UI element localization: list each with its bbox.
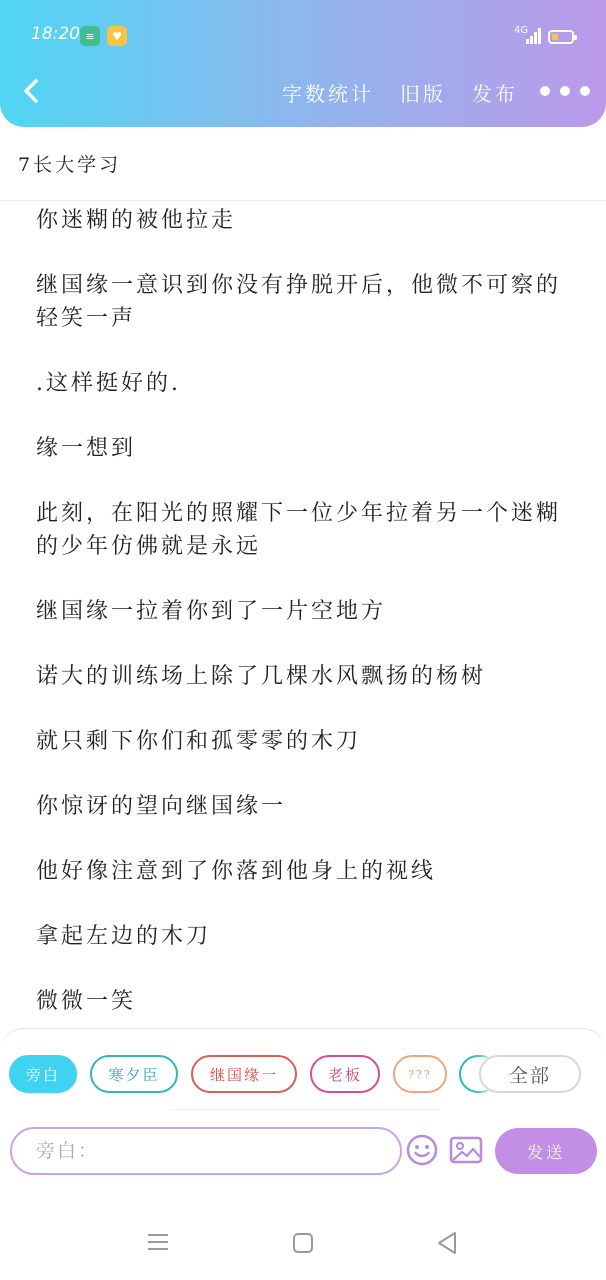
home-icon	[292, 1232, 314, 1254]
word-count-button[interactable]: 字数统计	[282, 82, 374, 106]
paragraph: 诺大的训练场上除了几棵水风飘扬的杨树	[36, 664, 487, 689]
editor-toolbar	[0, 1028, 606, 1178]
paragraph: 你迷糊的被他拉走	[36, 208, 237, 233]
story-content[interactable]	[36, 204, 576, 1050]
chevron-left-icon	[18, 76, 46, 106]
publish-button[interactable]: 发布	[472, 82, 518, 106]
battery-icon	[548, 30, 574, 44]
role-chip[interactable]: 继国缘一	[191, 1055, 297, 1093]
image-icon	[449, 1135, 483, 1165]
message-input[interactable]	[36, 1137, 386, 1165]
recent-apps-button[interactable]	[146, 1232, 170, 1252]
emoji-icon	[405, 1133, 439, 1167]
paragraph: 就只剩下你们和孤零零的木刀	[36, 729, 362, 754]
paragraph: 缘一想到	[36, 436, 137, 461]
back-button[interactable]	[18, 76, 46, 106]
status-bar	[0, 0, 606, 72]
chapter-title[interactable]: 7长大学习	[18, 154, 122, 176]
app-header	[0, 0, 606, 127]
role-chip-narrator[interactable]: 旁白	[9, 1055, 77, 1093]
paragraph: 此刻，在阳光的照耀下一位少年拉着另一个迷糊的少年仿佛就是永远	[36, 501, 562, 559]
emoji-button[interactable]	[405, 1133, 439, 1167]
all-roles-button[interactable]: 全部	[479, 1055, 581, 1093]
home-button[interactable]	[292, 1232, 314, 1254]
status-time: 18:20	[31, 24, 80, 44]
chip-divider	[170, 1109, 440, 1110]
menu-icon	[146, 1232, 170, 1252]
paragraph: .这样挺好的.	[36, 371, 181, 396]
app-notification-icon: ♥	[107, 26, 127, 46]
paragraph: 微微一笑	[36, 989, 137, 1014]
system-navigation-bar	[0, 1180, 606, 1280]
paragraph: 你惊讶的望向继国缘一	[36, 794, 287, 819]
more-options-button[interactable]	[540, 86, 590, 96]
role-chip[interactable]: 老板	[310, 1055, 380, 1093]
role-chip[interactable]: 寒夕臣	[90, 1055, 178, 1093]
insert-image-button[interactable]	[449, 1135, 483, 1165]
back-triangle-icon	[435, 1230, 459, 1256]
app-notification-icon: ≡	[80, 26, 100, 46]
role-chip[interactable]: ???	[393, 1055, 447, 1093]
message-composer[interactable]	[10, 1127, 402, 1175]
network-label: 4G	[514, 25, 529, 36]
paragraph: 继国缘一意识到你没有挣脱开后，他微不可察的轻笑一声	[36, 273, 562, 331]
paragraph: 继国缘一拉着你到了一片空地方	[36, 599, 387, 624]
old-version-button[interactable]: 旧版	[400, 82, 446, 106]
signal-icon	[526, 28, 540, 44]
paragraph: 他好像注意到了你落到他身上的视线	[36, 859, 437, 884]
send-button[interactable]: 发送	[495, 1128, 597, 1174]
paragraph: 拿起左边的木刀	[36, 924, 212, 949]
system-back-button[interactable]	[435, 1230, 459, 1256]
title-divider	[0, 200, 606, 201]
